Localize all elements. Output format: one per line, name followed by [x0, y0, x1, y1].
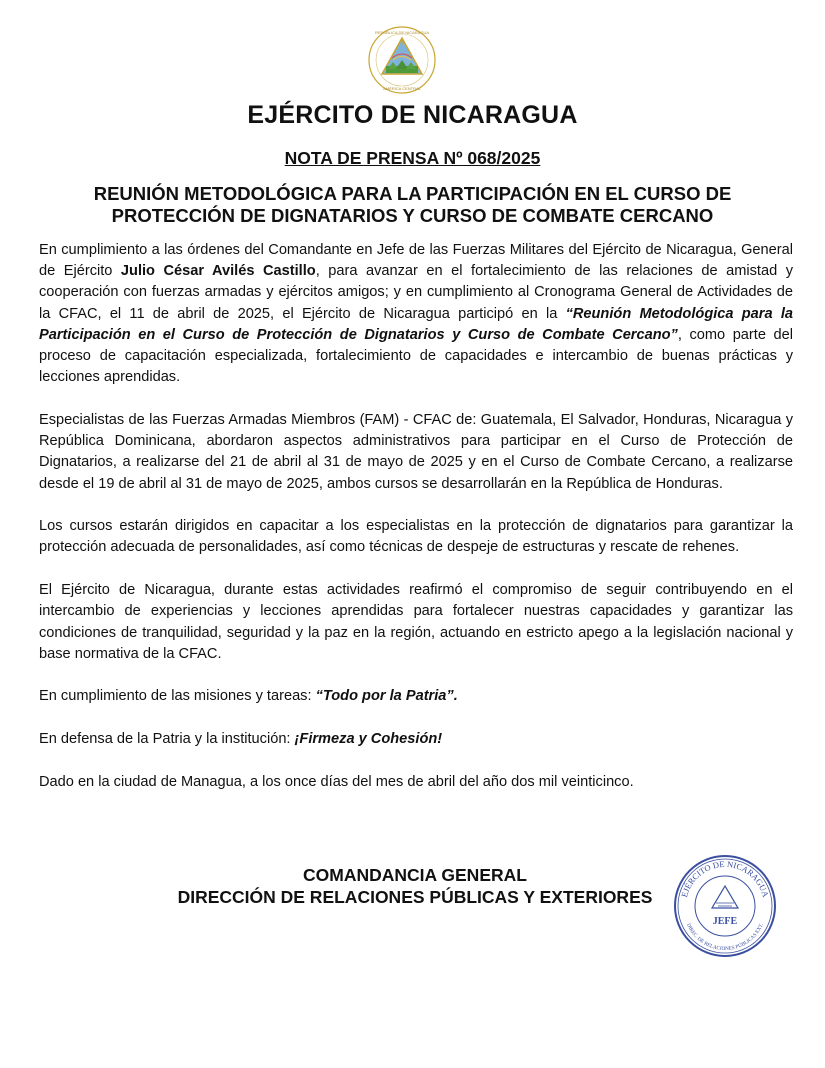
stamp-emblem-icon [712, 886, 738, 908]
headline [60, 183, 765, 227]
body-text [39, 240, 793, 793]
general-name: Julio César Avilés Castillo [120, 263, 316, 280]
paragraph-1 [39, 240, 793, 388]
headline-line-1: REUNIÓN METODOLÓGICA PARA LA PARTICIPACIÓN EN EL CURSO DE [93, 183, 732, 204]
paragraph-3: Los cursos estarán dirigidos en capacitar a los especialistas en la protección de dignatarios para garantizar la protección adecuada de personalidades, así como técnicas de despeje de estructuras y rescate de rehenes. [39, 518, 793, 556]
organization-title: EJÉRCITO DE NICARAGUA [247, 101, 578, 129]
signature-line-1: COMANDANCIA GENERAL [303, 865, 527, 885]
event-title: “Reunión Metodológica para la Participación en el Curso de Protección de Dignatarios y Curso de Combate Cercano” [39, 305, 793, 343]
paragraph-1-text-b: , para avanzar en el fortalecimiento de las relaciones de amistad y cooperación con fuerzas armadas y ejércitos amigos; y en cumplimiento al Cronograma General de Actividades de la CFAC, el 11 de abril de 2025, el Ejército de Nicaragua participó en la [39, 263, 793, 322]
stamp-ring-bottom-text: DIREC. DE RELACIONES PÚBLICAS EXT. [685, 922, 765, 953]
headline-line-2: PROTECCIÓN DE DIGNATARIOS Y CURSO DE COMBATE CERCANO [111, 205, 714, 226]
closing-line: Dado en la ciudad de Managua, a los once días del mes de abril del año dos mil veinticinco. [39, 773, 634, 790]
signature-line-2: DIRECCIÓN DE RELACIONES PÚBLICAS Y EXTERIORES [177, 887, 653, 907]
motto-2-quote: ¡Firmeza y Cohesión! [294, 731, 443, 748]
motto-1-prefix: En cumplimiento de las misiones y tareas: [39, 688, 316, 705]
motto-2 [39, 729, 793, 750]
paragraph-1-text-a: En cumplimiento a las órdenes del Comandante en Jefe de las Fuerzas Militares del Ejército de Nicaragua, General de Ejército [39, 242, 793, 280]
coat-of-arms-seal [366, 24, 438, 96]
press-note-number-text: NOTA DE PRENSA Nº 068/2025 [284, 148, 541, 168]
press-note-number [0, 148, 825, 169]
paragraph-4: El Ejército de Nicaragua, durante estas actividades reafirmó el compromiso de seguir contribuyendo en el intercambio de experiencias y lecciones aprendidas para fortalecer nuestras capacidades y garantizar las condiciones de tranquilidad, seguridad y la paz en la región, actuando en estricto apego a la legislación nacional y base normativa de la CFAC. [39, 582, 793, 662]
official-stamp [672, 853, 778, 959]
paragraph-1-text-c: , como parte del proceso de capacitación especializada, fortalecimiento de capacidades e intercambio de buenas prácticas y lecciones aprendidas. [39, 326, 793, 386]
motto-1 [39, 686, 793, 707]
signature-block [150, 864, 680, 908]
motto-2-prefix: En defensa de la Patria y la institución: [39, 731, 295, 748]
seal-bottom-text: AMÉRICA CENTRAL [383, 86, 421, 91]
paragraph-2: Especialistas de las Fuerzas Armadas Miembros (FAM) - CFAC de: Guatemala, El Salvador, Honduras, Nicaragua y República Dominicana, abordaron aspectos administrativos para participar en el Curso de Protección de Dignatarios, a realizarse del 21 de abril al 31 de mayo de 2025 y en el Curso de Combate Cercano, a realizarse desde el 19 de abril al 31 de mayo de 2025, ambos cursos se desarrollarán en la República de Honduras. [39, 411, 793, 492]
stamp-ring-top-text: EJÉRCITO DE NICARAGUA [679, 858, 771, 899]
stamp-center-label: JEFE [712, 916, 738, 927]
motto-1-quote: “Todo por la Patria”. [315, 688, 458, 705]
seal-top-text: REPÚBLICA DE NICARAGUA [374, 30, 430, 35]
